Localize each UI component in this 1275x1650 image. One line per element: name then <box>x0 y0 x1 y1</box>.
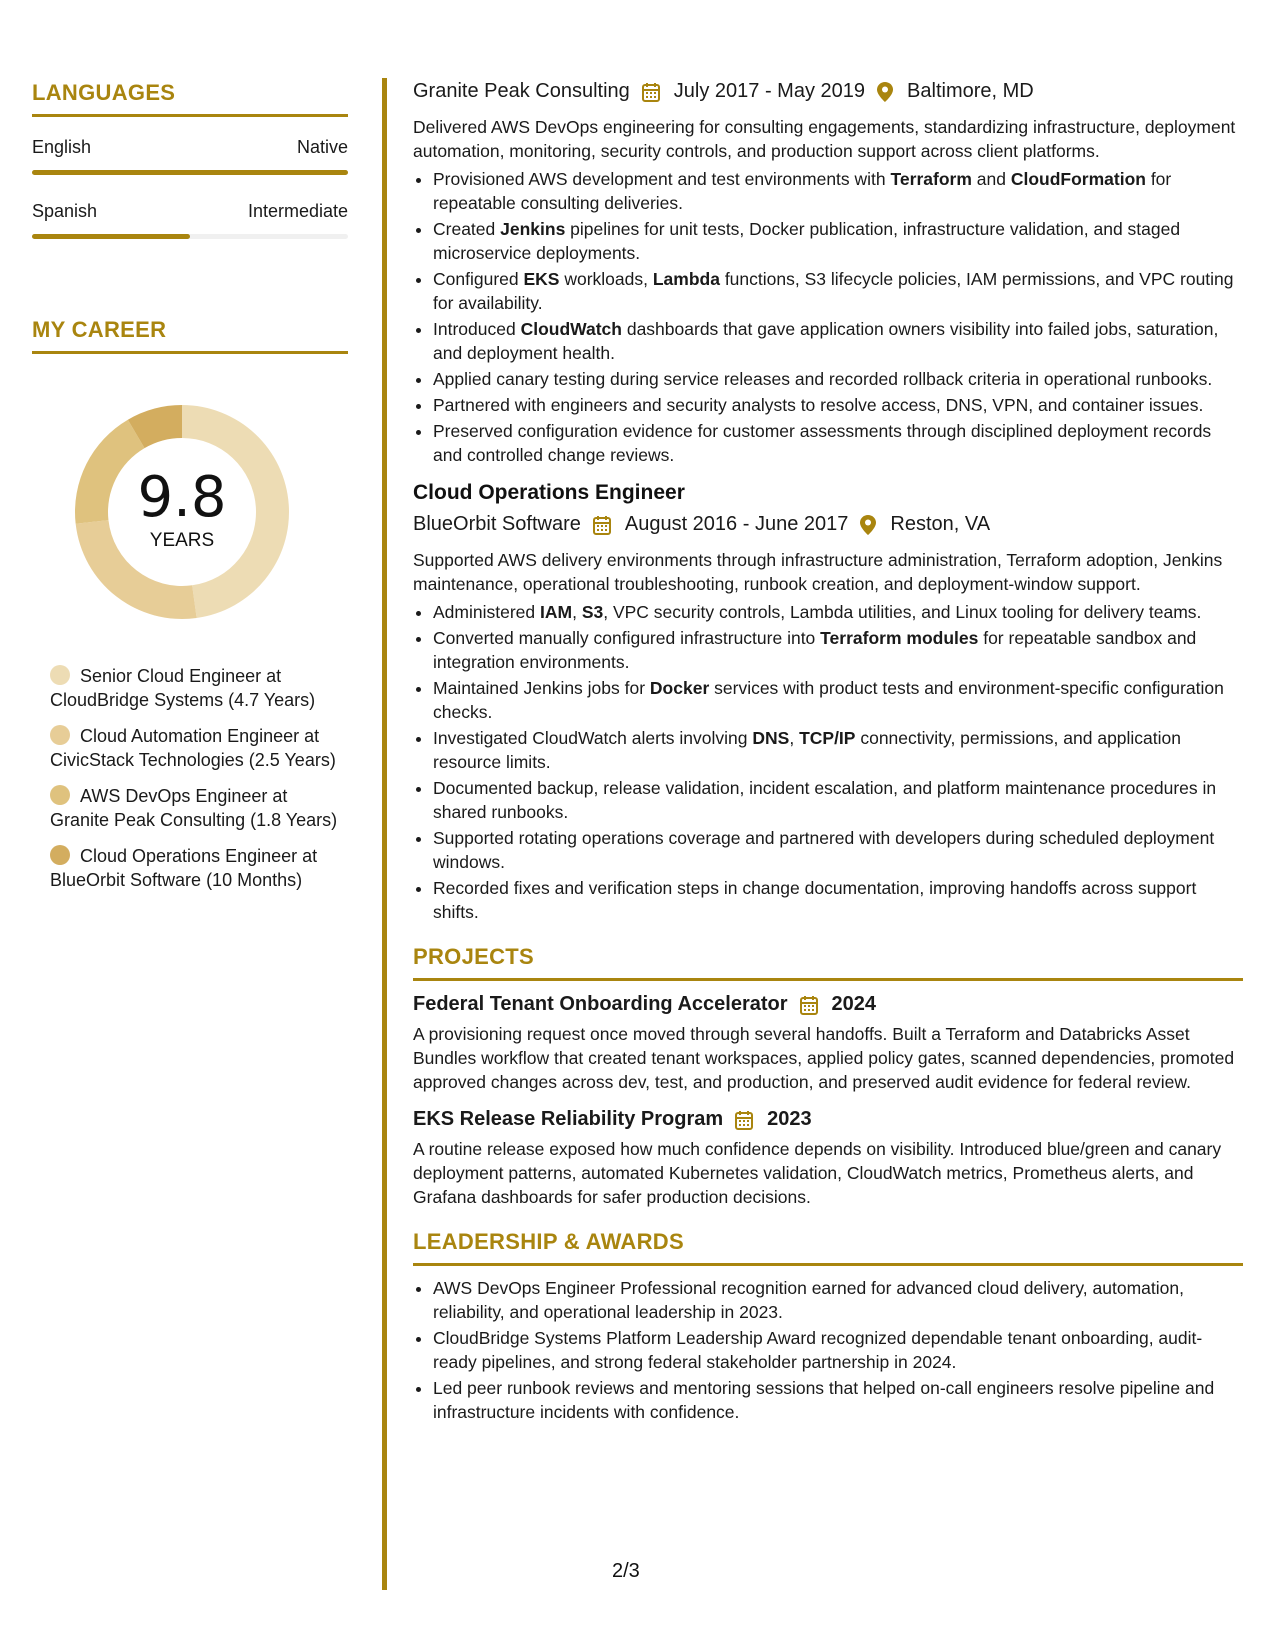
job-description: Delivered AWS DevOps engineering for consulting engagements, standardizing infrastructure, deployment automation, monitoring, security controls, and production support across client platforms. <box>413 117 1236 161</box>
language-level: Intermediate <box>247 201 348 221</box>
job-dates: August 2016 - June 2017 <box>624 513 849 535</box>
job-bullets <box>413 600 1243 924</box>
project-name: Federal Tenant Onboarding Accelerator <box>413 993 788 1015</box>
job-bullet: • Applied canary testing during service releases and recorded rollback criteria in operational runbooks. <box>433 367 1243 391</box>
career-legend-item <box>50 844 340 892</box>
column-divider <box>382 78 387 1590</box>
job-bullet: • Documented backup, release validation, incident escalation, and platform maintenance procedures in shared runbooks. <box>433 776 1243 824</box>
career-heading: MY CAREER <box>32 317 348 354</box>
legend-label: Senior Cloud Engineer at CloudBridge Systems (4.7 Years) <box>50 666 316 710</box>
job-bullet: • Maintained Jenkins jobs for Docker services with product tests and environment-specific configuration checks. <box>433 676 1243 724</box>
job-bullet: • Provisioned AWS development and test environments with Terraform and CloudFormation for repeatable consulting deliveries. <box>433 167 1243 215</box>
language-proficiency-bar <box>32 170 348 175</box>
legend-dot <box>50 785 70 805</box>
language-proficiency-fill <box>32 170 348 175</box>
location-pin-icon <box>877 82 893 102</box>
job-meta <box>413 513 1243 536</box>
legend-dot <box>50 725 70 745</box>
job-company: Granite Peak Consulting <box>413 80 630 102</box>
job-location: Reston, VA <box>890 513 991 535</box>
job-meta <box>413 80 1243 103</box>
job-dates: July 2017 - May 2019 <box>673 80 866 102</box>
projects-heading: PROJECTS <box>413 944 1243 981</box>
career-legend-item <box>50 784 340 832</box>
project-year: 2023 <box>767 1108 812 1130</box>
project-description: A provisioning request once moved through several handoffs. Built a Terraform and Databricks Asset Bundles workflow that created tenant workspaces, applied policy gates, scanned dependencies, promoted approved changes across dev, test, and production, and preserved audit evidence for federal review. <box>413 1024 1235 1092</box>
job-bullet: • Created Jenkins pipelines for unit tests, Docker publication, infrastructure validation, and staged microservice deployments. <box>433 217 1243 265</box>
main-content <box>413 80 1243 1426</box>
language-level: Native <box>296 137 348 157</box>
leadership-heading: LEADERSHIP & AWARDS <box>413 1229 1243 1266</box>
job-entry <box>413 481 1243 924</box>
sidebar <box>32 80 348 904</box>
job-bullet: • Converted manually configured infrastructure into Terraform modules for repeatable sandbox and integration environments. <box>433 626 1243 674</box>
calendar-icon <box>642 82 660 102</box>
language-proficiency-bar <box>32 234 348 239</box>
job-bullet: • Supported rotating operations coverage and partnered with developers during scheduled deployment windows. <box>433 826 1243 874</box>
language-name: English <box>32 137 92 157</box>
leadership-item: • Led peer runbook reviews and mentoring sessions that helped on-call engineers resolve pipeline and infrastructure incidents with confidence. <box>433 1376 1243 1424</box>
calendar-icon <box>800 995 818 1015</box>
languages-heading: LANGUAGES <box>32 80 348 117</box>
legend-label: AWS DevOps Engineer at Granite Peak Consulting (1.8 Years) <box>50 786 338 830</box>
career-donut-chart <box>66 396 298 628</box>
language-item <box>32 137 348 175</box>
job-bullet: • Investigated CloudWatch alerts involving DNS, TCP/IP connectivity, permissions, and application resource limits. <box>433 726 1243 774</box>
legend-label: Cloud Automation Engineer at CivicStack Technologies (2.5 Years) <box>50 726 336 770</box>
career-legend <box>50 664 340 892</box>
calendar-icon <box>735 1110 753 1130</box>
calendar-icon <box>593 515 611 535</box>
job-bullet: • Preserved configuration evidence for customer assessments through disciplined deployment records and controlled change reviews. <box>433 419 1243 467</box>
job-bullet: • Partnered with engineers and security analysts to resolve access, DNS, VPN, and container issues. <box>433 393 1243 417</box>
job-bullet: • Introduced CloudWatch dashboards that gave application owners visibility into failed jobs, saturation, and deployment health. <box>433 317 1243 365</box>
job-location: Baltimore, MD <box>907 80 1034 102</box>
leadership-item: • CloudBridge Systems Platform Leadership Award recognized dependable tenant onboarding, audit-ready pipelines, and strong federal stakeholder partnership in 2024. <box>433 1326 1243 1374</box>
leadership-item: • AWS DevOps Engineer Professional recognition earned for advanced cloud delivery, automation, reliability, and operational leadership in 2023. <box>433 1276 1243 1324</box>
job-description: Supported AWS delivery environments through infrastructure administration, Terraform adoption, Jenkins maintenance, operational troubleshooting, runbook creation, and deployment-window support. <box>413 550 1223 594</box>
job-entry <box>413 80 1243 467</box>
job-company: BlueOrbit Software <box>413 513 581 535</box>
job-title: Cloud Operations Engineer <box>413 481 685 504</box>
career-legend-item <box>50 724 340 772</box>
leadership-list <box>413 1276 1243 1424</box>
career-legend-item <box>50 664 340 712</box>
project-name: EKS Release Reliability Program <box>413 1108 724 1130</box>
legend-dot <box>50 845 70 865</box>
project-entry <box>413 1108 1243 1209</box>
project-year: 2024 <box>831 993 877 1015</box>
project-description: A routine release exposed how much confidence depends on visibility. Introduced blue/green and canary deployment patterns, automated Kubernetes validation, CloudWatch metrics, Prometheus alerts, and Grafana dashboards for safer production decisions. <box>413 1139 1222 1207</box>
job-bullets <box>413 167 1243 467</box>
legend-label: Cloud Operations Engineer at BlueOrbit Software (10 Months) <box>50 846 318 890</box>
language-item <box>32 201 348 239</box>
job-bullet: • Configured EKS workloads, Lambda functions, S3 lifecycle policies, IAM permissions, and VPC routing for availability. <box>433 267 1243 315</box>
page-number: 2/3 <box>612 1560 640 1582</box>
project-entry <box>413 993 1243 1094</box>
career-total-years: 9.8 <box>137 465 227 530</box>
language-proficiency-fill <box>32 234 190 239</box>
job-bullet: • Administered IAM, S3, VPC security controls, Lambda utilities, and Linux tooling for delivery teams. <box>433 600 1243 624</box>
legend-dot <box>50 665 70 685</box>
career-total-unit: YEARS <box>149 530 215 551</box>
job-bullet: • Recorded fixes and verification steps in change documentation, improving handoffs across support shifts. <box>433 876 1243 924</box>
location-pin-icon <box>860 515 876 535</box>
language-name: Spanish <box>32 201 98 221</box>
